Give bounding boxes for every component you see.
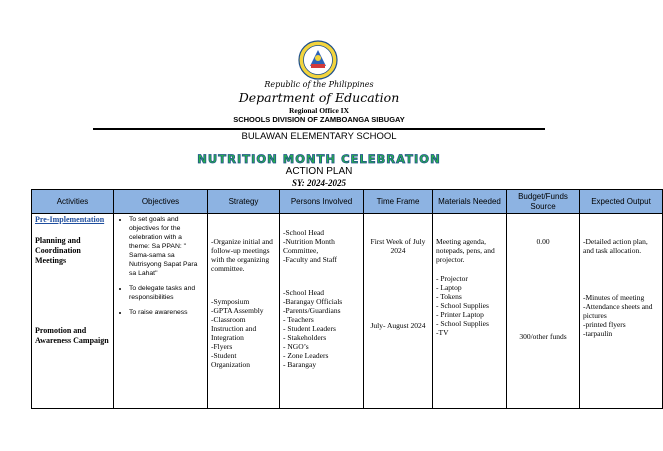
column-header: Objectives [114,190,208,214]
materials-text: Meeting agenda, notepads, pens, and projector. [436,237,495,264]
persons-text: -School Head -Nutrition Month Committee, -Faculty and Staff [283,228,338,264]
strategy-cell [208,214,280,409]
persons-cell [280,214,364,409]
objectives-cell [114,214,208,409]
time-cell [364,214,433,409]
strategy-text: -Organize initial and follow-up meetings with the organizing committee. [211,237,273,273]
column-header: Budget/Funds Source [507,190,580,214]
budget-cell [507,214,580,409]
table-row [32,214,663,409]
republic-line: Republic of the Philippines [264,80,374,89]
list-item: • To set goals and objectives for the celebration with a theme: Sa PPAN: " Sama-sama sa Nutrisyong Sapat Para sa Lahat" [129,215,204,278]
persons-text: -School Head -Barangay Officials -Parents/Guardians - Teachers - Student Leaders - Stakeholders - NGO’s - Zone Leaders - Barangay [283,288,343,369]
list-item: • To raise awareness [129,308,204,317]
column-header: Activities [32,190,114,214]
activity-title: Promotion and Awareness Campaign [35,326,109,345]
column-header: Expected Output [580,190,663,214]
column-header: Strategy [208,190,280,214]
strategy-text: -Symposium -GPTA Assembly -Classroom Instruction and Integration -Flyers -Student Organization [211,297,264,369]
regional-office: Regional Office IX [289,106,349,115]
output-text: -Minutes of meeting -Attendance sheets and pictures -printed flyers -tarpaulin [583,293,653,338]
column-header: Persons Involved [280,190,364,214]
time-text: July- August 2024 [370,321,426,330]
header-divider [93,128,545,130]
list-item: • To delegate tasks and responsibilities [129,284,204,302]
output-cell [580,214,663,409]
deped-seal-icon [298,40,338,80]
column-header: Materials Needed [433,190,507,214]
schools-division: SCHOOLS DIVISION OF ZAMBOANGA SIBUGAY [233,115,405,124]
materials-cell [433,214,507,409]
activity-cell [32,214,114,409]
document-title: ACTION PLAN [285,166,353,177]
table-header-row [32,190,663,214]
school-year: SY: 2024-2025 [292,178,346,188]
school-name: BULAWAN ELEMENTARY SCHOOL [241,131,397,142]
budget-text: 0.00 [536,237,550,246]
action-plan-table [31,189,663,409]
activity-title: Planning and Coordination Meetings [35,236,81,265]
objectives-list [117,215,204,317]
section-label: Pre-Implementation [35,215,105,224]
time-text: First Week of July 2024 [370,237,426,255]
column-header: Time Frame [364,190,433,214]
output-text: -Detailed action plan, and task allocation. [583,237,648,255]
materials-text: - Projector - Laptop - Tokens - School Supplies - Printer Laptop - School Supplies -TV [436,274,489,337]
department-name: Department of Education [238,90,400,105]
budget-text: 300/other funds [519,332,567,341]
event-title: NUTRITION MONTH CELEBRATION [197,152,441,166]
